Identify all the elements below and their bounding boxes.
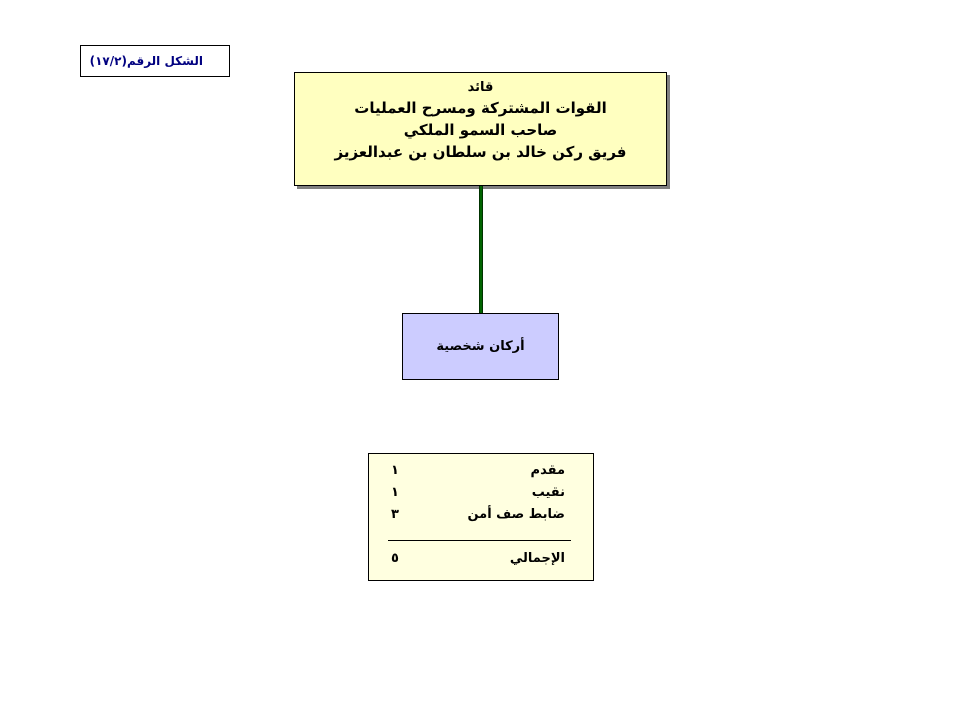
connector-line <box>479 186 483 313</box>
summary-total-count: ٥ <box>391 551 399 566</box>
personnel-summary-box <box>368 453 594 581</box>
figure-label: الشكل الرقم(١٧/٢) <box>80 45 230 77</box>
personal-staff-label: أركان شخصية <box>436 339 525 354</box>
commander-box <box>294 72 667 186</box>
commander-name: فريق ركن خالد بن سلطان بن عبدالعزيز <box>334 143 627 161</box>
commander-title: قائد <box>467 80 494 95</box>
summary-row <box>385 460 565 482</box>
commander-honorific: صاحب السمو الملكي <box>403 121 558 139</box>
summary-row <box>385 482 565 504</box>
summary-row <box>385 504 565 526</box>
summary-divider <box>388 540 571 541</box>
commander-command: القوات المشتركة ومسرح العمليات <box>354 99 607 117</box>
summary-count: ١ <box>391 485 399 500</box>
summary-rank: نقيب <box>531 485 565 500</box>
summary-total-label: الإجمالي <box>509 551 565 566</box>
summary-count: ٣ <box>391 507 399 522</box>
summary-total-row <box>385 548 565 570</box>
summary-rank: مقدم <box>530 463 565 478</box>
summary-count: ١ <box>391 463 399 478</box>
summary-rank: ضابط صف أمن <box>467 507 565 522</box>
personal-staff-box <box>402 313 559 380</box>
